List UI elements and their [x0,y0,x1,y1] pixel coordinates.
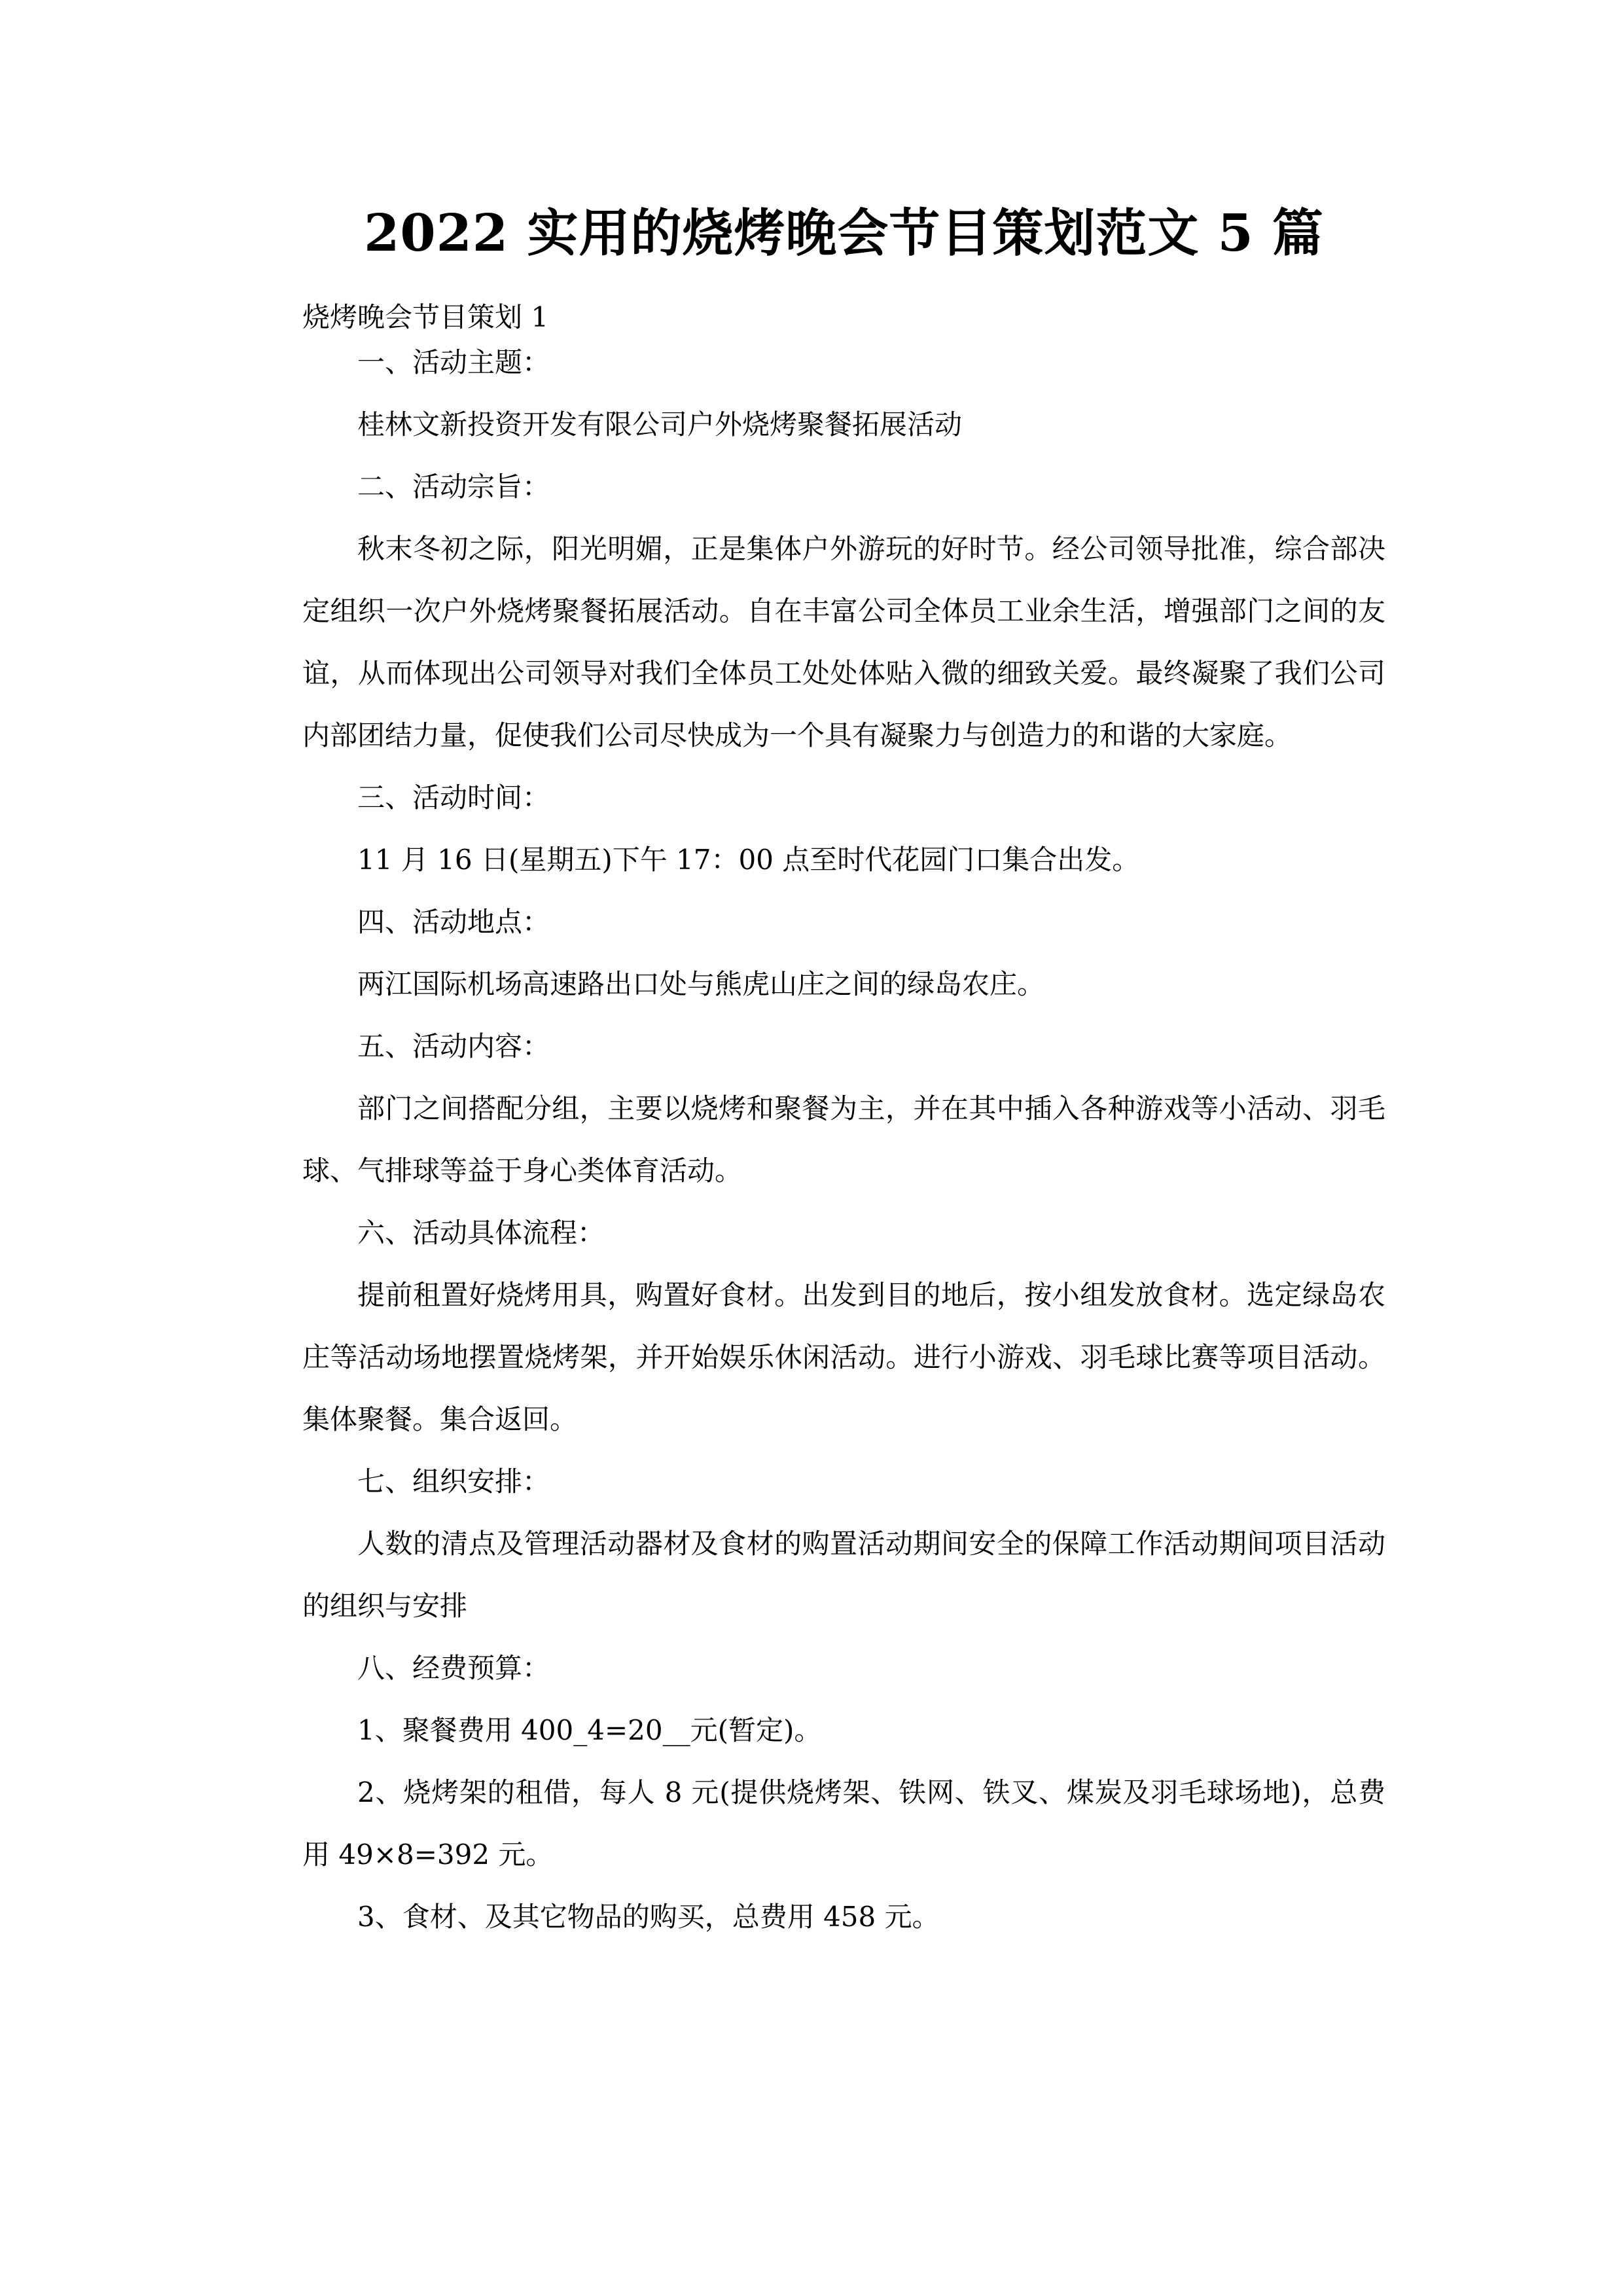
section-heading-2: 二、活动宗旨： [357,471,550,503]
budget-item-1: 1、聚餐费用 400_4=20__元(暂定)。 [357,1714,822,1746]
section-body-3: 11 月 16 日(星期五)下午 17：00 点至时代花园门口集合出发。 [357,844,1140,876]
page-title: 2022 实用的烧烤晚会节目策划范文 5 篇 [364,204,1324,263]
document-content [302,0,1385,1948]
section-heading-8: 八、经费预算： [357,1652,550,1684]
document-subtitle: 烧烤晚会节目策划 1 [302,301,549,333]
section-heading-5: 五、活动内容： [357,1030,550,1062]
section-body-6: 提前租置好烧烤用具，购置好食材。出发到目的地后，按小组发放食材。选定绿岛农庄等活动场地摆置烧烤架，并开始娱乐休闲活动。进行小游戏、羽毛球比赛等项目活动。集体聚餐。集合返回。 [302,1279,1385,1435]
section-body-2: 秋末冬初之际，阳光明媚，正是集体户外游玩的好时节。经公司领导批准，综合部决定组织一次户外烧烤聚餐拓展活动。自在丰富公司全体员工业余生活，增强部门之间的友谊，从而体现出公司领导对我们全体员工处处体贴入微的细致关爱。最终凝聚了我们公司内部团结力量，促使我们公司尽快成为一个具有凝聚力与创造力的和谐的大家庭。 [302,533,1385,751]
section-heading-1: 一、活动主题： [357,346,550,378]
budget-item-2: 2、烧烤架的租借，每人 8 元(提供烧烤架、铁网、铁叉、煤炭及羽毛球场地)，总费用 49×8=392 元。 [302,1776,1385,1871]
budget-item-3: 3、食材、及其它物品的购买，总费用 458 元。 [357,1901,940,1933]
section-body-7: 人数的清点及管理活动器材及食材的购置活动期间安全的保障工作活动期间项目活动的组织与安排 [302,1528,1385,1622]
section-body-1: 桂林文新投资开发有限公司户外烧烤聚餐拓展活动 [357,408,963,440]
section-heading-7: 七、组织安排： [357,1465,550,1498]
section-heading-6: 六、活动具体流程： [357,1217,605,1249]
section-heading-4: 四、活动地点： [357,906,550,938]
section-heading-3: 三、活动时间： [357,781,550,814]
section-body-5: 部门之间搭配分组，主要以烧烤和聚餐为主，并在其中插入各种游戏等小活动、羽毛球、气排球等益于身心类体育活动。 [302,1092,1385,1187]
section-body-4: 两江国际机场高速路出口处与熊虎山庄之间的绿岛农庄。 [357,968,1045,1000]
